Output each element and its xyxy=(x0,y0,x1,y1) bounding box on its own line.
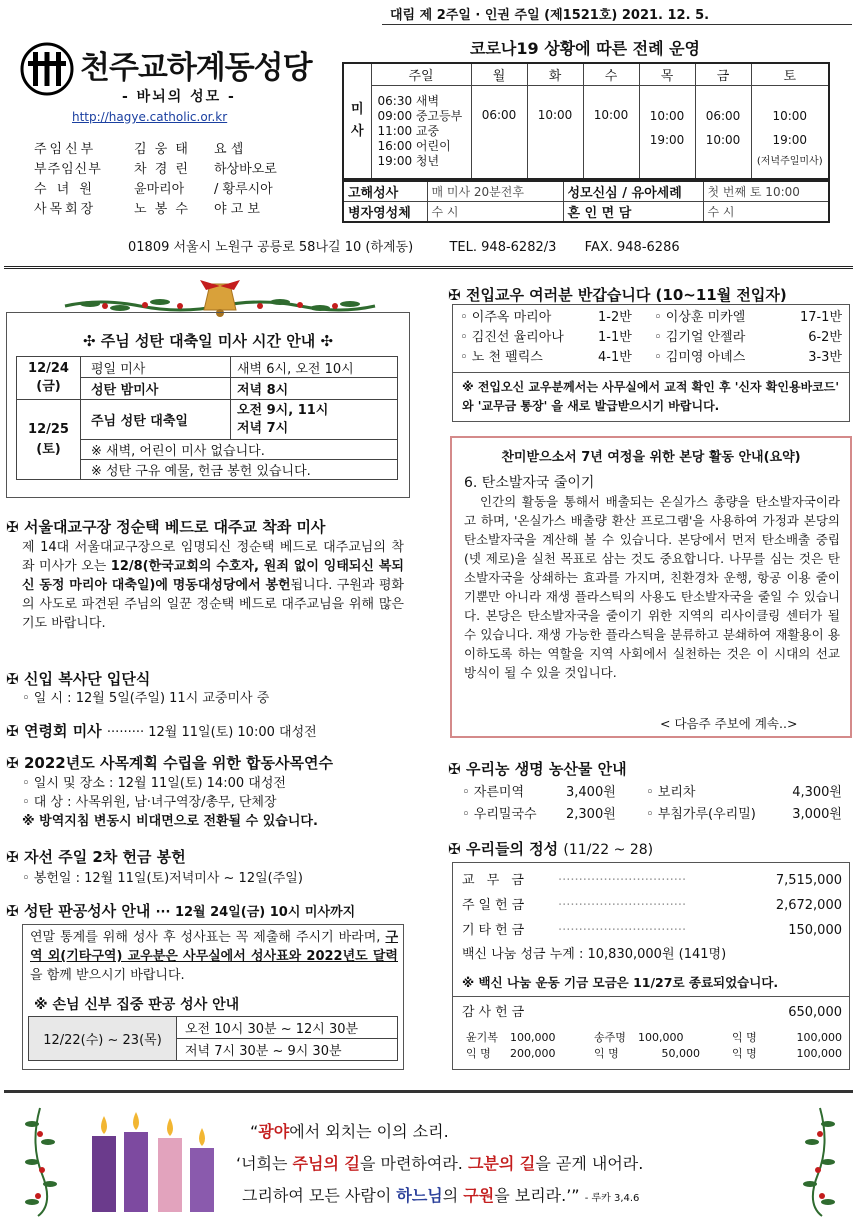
schedule-table xyxy=(342,62,830,180)
parish-subtitle: - 바뇌의 성모 - xyxy=(122,89,236,105)
staff-list: 주임신부 김 웅 태 요 셉 부주임신부 차 경 린 하상바오로 수 녀 원 윤마리아 / 황루시아 사목회장 노 봉 수 야 고 보 xyxy=(34,142,277,217)
mon-time: 06:00 xyxy=(471,85,527,179)
section-mark-icon: ✠ xyxy=(6,722,19,740)
sat-time: 10:00 19:00 (저녁주일미사) xyxy=(751,85,829,179)
confession-detail: ··· 12월 24일(금) 10시 미사까지 xyxy=(155,905,356,920)
plan-title: 2022년도 사목계획 수립을 위한 합동사목연수 xyxy=(24,754,333,772)
day-wed: 수 xyxy=(583,63,639,85)
sacraments-table xyxy=(342,180,830,223)
tue-time: 10:00 xyxy=(527,85,583,179)
confession-title: 성탄 판공성사 안내 xyxy=(24,902,151,920)
quote-line-3: 그리하여 모든 사람이 하느님의 구원을 보리라.’” - 루카 3,4.6 xyxy=(242,1186,640,1205)
day-fri: 금 xyxy=(695,63,751,85)
guest-priest-title: ※ 손님 신부 집중 판공 성사 안내 xyxy=(34,997,240,1013)
parish-name: 천주교하계동성당 xyxy=(80,50,312,86)
cardinal-heading xyxy=(6,516,325,537)
section-mark-icon: ✠ xyxy=(448,286,461,304)
thu-time: 10:00 19:00 xyxy=(639,85,695,179)
offering-title: 우리들의 정성 xyxy=(466,840,559,858)
offering-row: 기타헌금 ······························· 150,000 xyxy=(462,923,842,938)
confession-label: 고해성사 xyxy=(343,181,427,202)
footer-vine-right xyxy=(800,1104,840,1220)
vaccine-total: 백신 나눔 성금 누계 : 10,830,000원 (141명) xyxy=(462,947,727,962)
parish-logo xyxy=(20,42,74,96)
night-mass: 성탄 밤미사 xyxy=(81,378,231,400)
transfer-divider xyxy=(452,372,850,373)
cardinal-title: 서울대교구장 정순택 베드로 대주교 착좌 미사 xyxy=(24,518,326,536)
day-tue: 화 xyxy=(527,63,583,85)
dec25-cell: 12/25 (토) xyxy=(17,400,81,480)
mass-label: 미사 xyxy=(343,63,371,179)
address: 01809 서울시 노원구 공릉로 58나길 10 (하계동) xyxy=(128,240,414,255)
advent-candles xyxy=(86,1110,226,1216)
marriage-label: 혼 인 면 담 xyxy=(563,202,703,223)
vaccine-note: ※ 백신 나눔 운동 기금 모금은 11/27로 종료되었습니다. xyxy=(462,975,779,990)
day-sat: 토 xyxy=(751,63,829,85)
marriage-value: 수 시 xyxy=(703,202,829,223)
header-rule xyxy=(382,24,852,25)
charity-line: ◦ 봉헌일 : 12월 11일(토)저녁미사 ~ 12일(주일) xyxy=(22,871,303,886)
christmas-note-1: ※ 새벽, 어린이 미사 없습니다. xyxy=(81,440,398,460)
laudato-continued: < 다음주 주보에 계속..> xyxy=(660,716,798,731)
fax: FAX. 948-6286 xyxy=(584,240,680,255)
plan-details: ◦ 일시 및 장소 : 12월 11일(토) 14:00 대성전 ◦ 대 상 : 사목위원, 남·녀구역장/총무, 단체장 ※ 방역지침 변동시 비대면으로 전환될 수 있습니다. xyxy=(22,776,318,829)
guest-date: 12/22(수) ~ 23(목) xyxy=(29,1017,177,1061)
cross-logo-icon xyxy=(20,42,74,96)
section-mark-icon: ✠ xyxy=(6,754,19,772)
cardinal-body: 제 14대 서울대교구장으로 임명되신 정순택 베드로 대주교님의 착좌 미사가 오는 12/8(한국교회의 수호자, 원죄 없이 잉태되신 복되신 동정 마리아 대축일)에 명동대성당에서 봉헌됩니다. 구원과 평화의 사도로 파견된 주님의 일꾼 정순택 베드로 대주교님을 위해 많은 기도 바랍니다. xyxy=(22,540,404,631)
offering-period: (11/22 ~ 28) xyxy=(563,842,654,858)
christmas-day-time: 오전 9시, 11시 저녁 7시 xyxy=(231,400,398,440)
elders-detail: ········· 12월 11일(토) 10:00 대성전 xyxy=(106,725,317,740)
dec24-cell: 12/24 (금) xyxy=(17,357,81,400)
altar-heading xyxy=(6,668,150,689)
quote-reference: - 루카 3,4.6 xyxy=(584,1193,640,1204)
address-line xyxy=(128,236,680,255)
telephone: TEL. 948-6282/3 xyxy=(449,240,557,255)
elders-heading xyxy=(6,720,317,741)
transfer-note: ※ 전입오신 교우분께서는 사무실에서 교적 확인 후 '신자 확인용바코드' 와 '교무금 통장' 을 새로 발급받으시기 바랍니다. xyxy=(462,380,840,413)
christmas-day-mass: 주님 성탄 대축일 xyxy=(81,400,231,440)
section-mark-icon: ✠ xyxy=(6,518,19,536)
section-mark-icon: ✠ xyxy=(6,902,19,920)
header-divider xyxy=(4,266,853,270)
guest-time-1: 오전 10시 30분 ~ 12시 30분 xyxy=(177,1017,398,1039)
holy-value: 첫 번째 토 10:00 xyxy=(703,181,829,202)
transfer-list: ◦ 이주옥 마리아 1-2반 ◦ 이상훈 미카엘 17-1반 ◦ 김진선 율리아나 1-1반 ◦ 김기얼 안젤라 6-2반 ◦ 노 천 펠릭스 4-1반 ◦ 김미영 아녜스 3-3반 xyxy=(460,310,842,365)
elders-title: 연령회 미사 xyxy=(24,722,102,740)
altar-title: 신입 복사단 입단식 xyxy=(24,670,151,688)
offering-row: 교 무 금 ······························· 7,515,000 xyxy=(462,873,842,888)
plan-heading xyxy=(6,752,333,773)
section-mark-icon: ✠ xyxy=(448,760,461,778)
altar-line: ◦ 일 시 : 12월 5일(주일) 11시 교중미사 중 xyxy=(22,691,270,706)
quote-line-2: ‘너희는 주님의 길을 마련하여라. 그분의 길을 곧게 내어라. xyxy=(236,1154,644,1173)
confession-body: 연말 통계를 위해 성사 후 성사표는 꼭 제출해 주시기 바라며, 구역 외(기타구역) 교우분은 사무실에서 성사표와 2022년도 달력을 함께 받으시기 바랍니다. xyxy=(30,930,398,983)
laudato-subtitle: 6. 탄소발자국 줄이기 xyxy=(464,475,595,491)
weekday-mass-time: 새벽 6시, 오전 10시 xyxy=(231,357,398,378)
issue-line: 대림 제 2주일 · 인권 주일 (제1521호) 2021. 12. 5. xyxy=(390,8,710,23)
wed-time: 10:00 xyxy=(583,85,639,179)
laudato-body: 인간의 활동을 통해서 배출되는 온실가스 총량을 탄소발자국이라고 하며, '온실가스 배출량 환산 프로그램'을 사용하여 가정과 본당의 탄소발자국을 계산해 볼 수 있습니다. 본당에서 먼저 탄소배출 중립(넷 제로)을 실천 목표로 삼는 것도 중요합니다. 나무를 심는 것은 탄소발자국을 상쇄하는 효과를 가지며, 친환경차 운행, 항공 이용 줄이기뿐만 아니라 재생 플라스틱의 사용도 탄소발자국을 줄일 수 있습니다. 본당은 탄소발자국을 줄이기 위한 지역의 리사이클링 센터가 될 수 있습니다. 재생 가능한 플라스틱을 분류하고 분쇄하여 재활용이 용이하도록 하는 역할을 지역 사회에서 실천하는 것은 이 시대의 선교 방식이 될 수 있을 것입니다. xyxy=(464,494,840,680)
christmas-note-2: ※ 성탄 구유 예물, 헌금 봉헌 있습니다. xyxy=(81,460,398,480)
holly-vine-icon xyxy=(800,1104,840,1220)
guest-priest-table xyxy=(28,1016,398,1061)
schedule-title: 코로나19 상황에 따른 전례 운영 xyxy=(469,39,701,58)
fri-time: 06:00 10:00 xyxy=(695,85,751,179)
donor-list: 윤기복 100,000 송주명 100,000 익 명 100,000 익 명 200,000 익 명 50,000 익 명 100,000 xyxy=(466,1031,842,1060)
offering-rows xyxy=(462,868,842,943)
confession-heading xyxy=(6,900,355,921)
thanks-divider xyxy=(452,996,850,997)
christmas-table xyxy=(16,356,398,480)
holy-label: 성모신심 / 유아세례 xyxy=(563,181,703,202)
sick-label: 병자영성체 xyxy=(343,202,427,223)
footer-vine-left xyxy=(20,1104,60,1220)
transfer-heading xyxy=(448,284,787,305)
guest-time-2: 저녁 7시 30분 ~ 9시 30분 xyxy=(177,1039,398,1061)
confession-value: 매 미사 20분전후 xyxy=(427,181,563,202)
footer-divider xyxy=(4,1090,853,1093)
farm-title: 우리농 생명 농산물 안내 xyxy=(466,760,627,778)
laudato-title: 찬미받으소서 7년 여정을 위한 본당 활동 안내(요약) xyxy=(501,450,801,465)
farm-heading xyxy=(448,758,627,779)
sick-value: 수 시 xyxy=(427,202,563,223)
scripture-quote xyxy=(236,1116,776,1215)
advent-candles-icon xyxy=(86,1110,226,1216)
night-mass-time: 저녁 8시 xyxy=(231,378,398,400)
day-mon: 월 xyxy=(471,63,527,85)
farm-list: ◦ 자른미역 3,400원 ◦ 보리차 4,300원 ◦ 우리밀국수 2,300원 ◦ 부침가루(우리밀) 3,000원 xyxy=(462,785,842,822)
transfer-title: 전입교우 여러분 반갑습니다 (10~11월 전입자) xyxy=(466,286,787,304)
sunday-times: 06:30 새벽 09:00 중고등부 11:00 교중 16:00 어린이 19:00 청년 xyxy=(371,85,471,179)
holly-vine-icon xyxy=(20,1104,60,1220)
section-mark-icon: ✠ xyxy=(448,840,461,858)
charity-heading xyxy=(6,846,186,867)
section-mark-icon: ✠ xyxy=(6,848,19,866)
day-thu: 목 xyxy=(639,63,695,85)
offering-row: 주일헌금 ······························· 2,672,000 xyxy=(462,898,842,913)
offering-heading xyxy=(448,838,653,859)
weekday-mass: 평일 미사 xyxy=(81,357,231,378)
charity-title: 자선 주일 2차 헌금 봉헌 xyxy=(24,848,186,866)
day-sun: 주일 xyxy=(371,63,471,85)
section-mark-icon: ✠ xyxy=(6,670,19,688)
thanks-row: 감사헌금 650,000 xyxy=(462,1005,842,1020)
quote-line-1: “광야에서 외치는 이의 소리. xyxy=(250,1122,449,1141)
parish-url[interactable]: http://hagye.catholic.or.kr xyxy=(72,110,228,124)
christmas-title: ✣ 주님 성탄 대축일 미사 시간 안내 ✣ xyxy=(82,332,334,350)
